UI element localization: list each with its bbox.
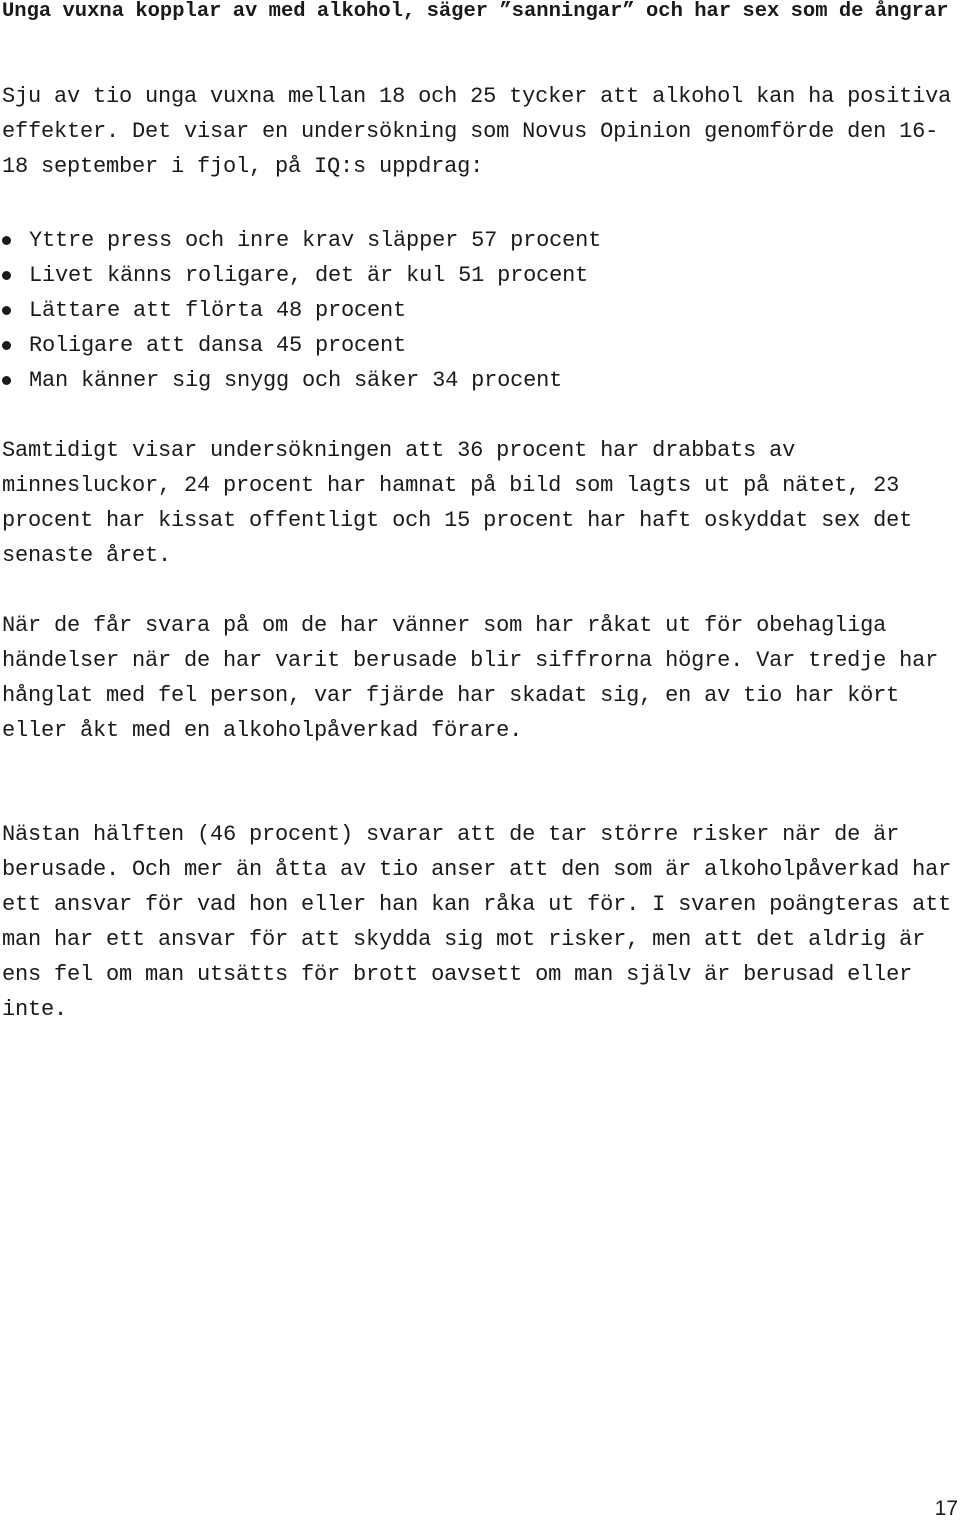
list-item-text: Roligare att dansa 45 procent [29, 333, 407, 358]
list-item-text: Lättare att flörta 48 procent [29, 298, 407, 323]
paragraph-risks: Samtidigt visar undersökningen att 36 procent har drabbats av minnesluckor, 24 procent har hamnat på bild som lagts ut på nätet, 23 procent har kissat offentligt och 15 procent har haft oskyddat sex det senaste året. [2, 438, 913, 568]
list-item [2, 258, 601, 293]
list-item [2, 223, 601, 258]
list-item [2, 293, 601, 328]
bullet-icon [2, 306, 11, 315]
statistics-list [2, 223, 601, 398]
bullet-icon [2, 271, 11, 280]
bullet-icon [2, 376, 11, 385]
list-item-text: Yttre press och inre krav släpper 57 procent [29, 228, 602, 253]
article-title: Unga vuxna kopplar av med alkohol, säger ”sanningar” och har sex som de ångrar [2, 0, 949, 23]
list-item-text: Man känner sig snygg och säker 34 procent [29, 368, 563, 393]
page-number: 17 [934, 1497, 958, 1520]
bullet-icon [2, 341, 11, 350]
paragraph-friends: När de får svara på om de har vänner som har råkat ut för obehagliga händelser när de har varit berusade blir siffrorna högre. Var tredje har hånglat med fel person, var fjärde har skadat sig, en av tio har kört eller åkt med en alkoholpåverkad förare. [2, 613, 939, 743]
paragraph-responsibility: Nästan hälften (46 procent) svarar att de tar större risker när de är berusade. Och mer än åtta av tio anser att den som är alkoholpåverkad har ett ansvar för vad hon eller han kan råka ut för. I svaren poängteras att man har ett ansvar för att skydda sig mot risker, men att det aldrig är ens fel om man utsätts för brott oavsett om man själv är berusad eller inte. [2, 822, 952, 1022]
list-item [2, 363, 601, 398]
bullet-icon [2, 236, 11, 245]
document-page [2, 0, 958, 1022]
intro-paragraph: Sju av tio unga vuxna mellan 18 och 25 tycker att alkohol kan ha positiva effekter. Det visar en undersökning som Novus Opinion genomförde den 16-18 september i fjol, på IQ:s uppdrag: [2, 84, 952, 179]
list-item-text: Livet känns roligare, det är kul 51 procent [29, 263, 589, 288]
list-item [2, 328, 601, 363]
